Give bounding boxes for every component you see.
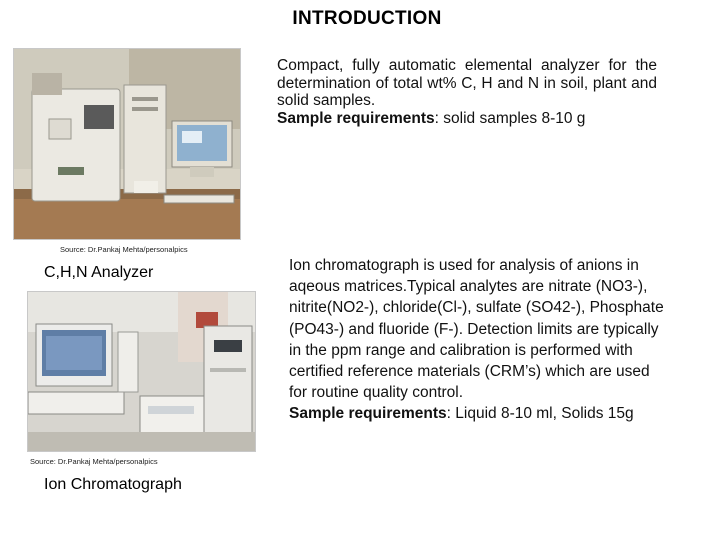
ion-chromatograph-caption: Ion Chromatograph <box>44 476 182 493</box>
analyzer-req-value: : solid samples 8-10 g <box>434 109 586 127</box>
analyzer-description-block <box>277 57 657 127</box>
ion-chromatograph-photo <box>27 291 256 452</box>
ion-photo-source: Source: Dr.Pankaj Mehta/personalpics <box>30 457 158 466</box>
analyzer-req-label: Sample requirements <box>277 109 435 127</box>
chromatograph-sample-requirements <box>289 403 669 424</box>
chn-analyzer-caption: C,H,N Analyzer <box>44 264 154 281</box>
analyzer-description: Compact, fully automatic elemental analyzer for the determination of total wt% C, H and N in soil, plant and solid samples. <box>277 57 657 109</box>
slide-title: INTRODUCTION <box>292 8 442 29</box>
chromatograph-req-value: : Liquid 8-10 ml, Solids 15g <box>446 405 634 423</box>
chromatograph-req-label: Sample requirements <box>289 405 447 423</box>
chn-photo-source: Source: Dr.Pankaj Mehta/personalpics <box>60 245 188 254</box>
chromatograph-description-block <box>289 255 669 425</box>
analyzer-sample-requirements <box>277 110 657 128</box>
chromatograph-description: Ion chromatograph is used for analysis of anions in aqeous matrices.Typical analytes are nitrate (NO3-), nitrite(NO2-), chloride(Cl-), sulfate (SO42-), Phosphate (PO43-) and fluoride (F-). Detection limits are typically in the ppm range and calibration is performed with certified reference materials (CRM’s) which are used for routine quality control. <box>289 257 664 402</box>
chn-analyzer-photo <box>13 48 241 240</box>
